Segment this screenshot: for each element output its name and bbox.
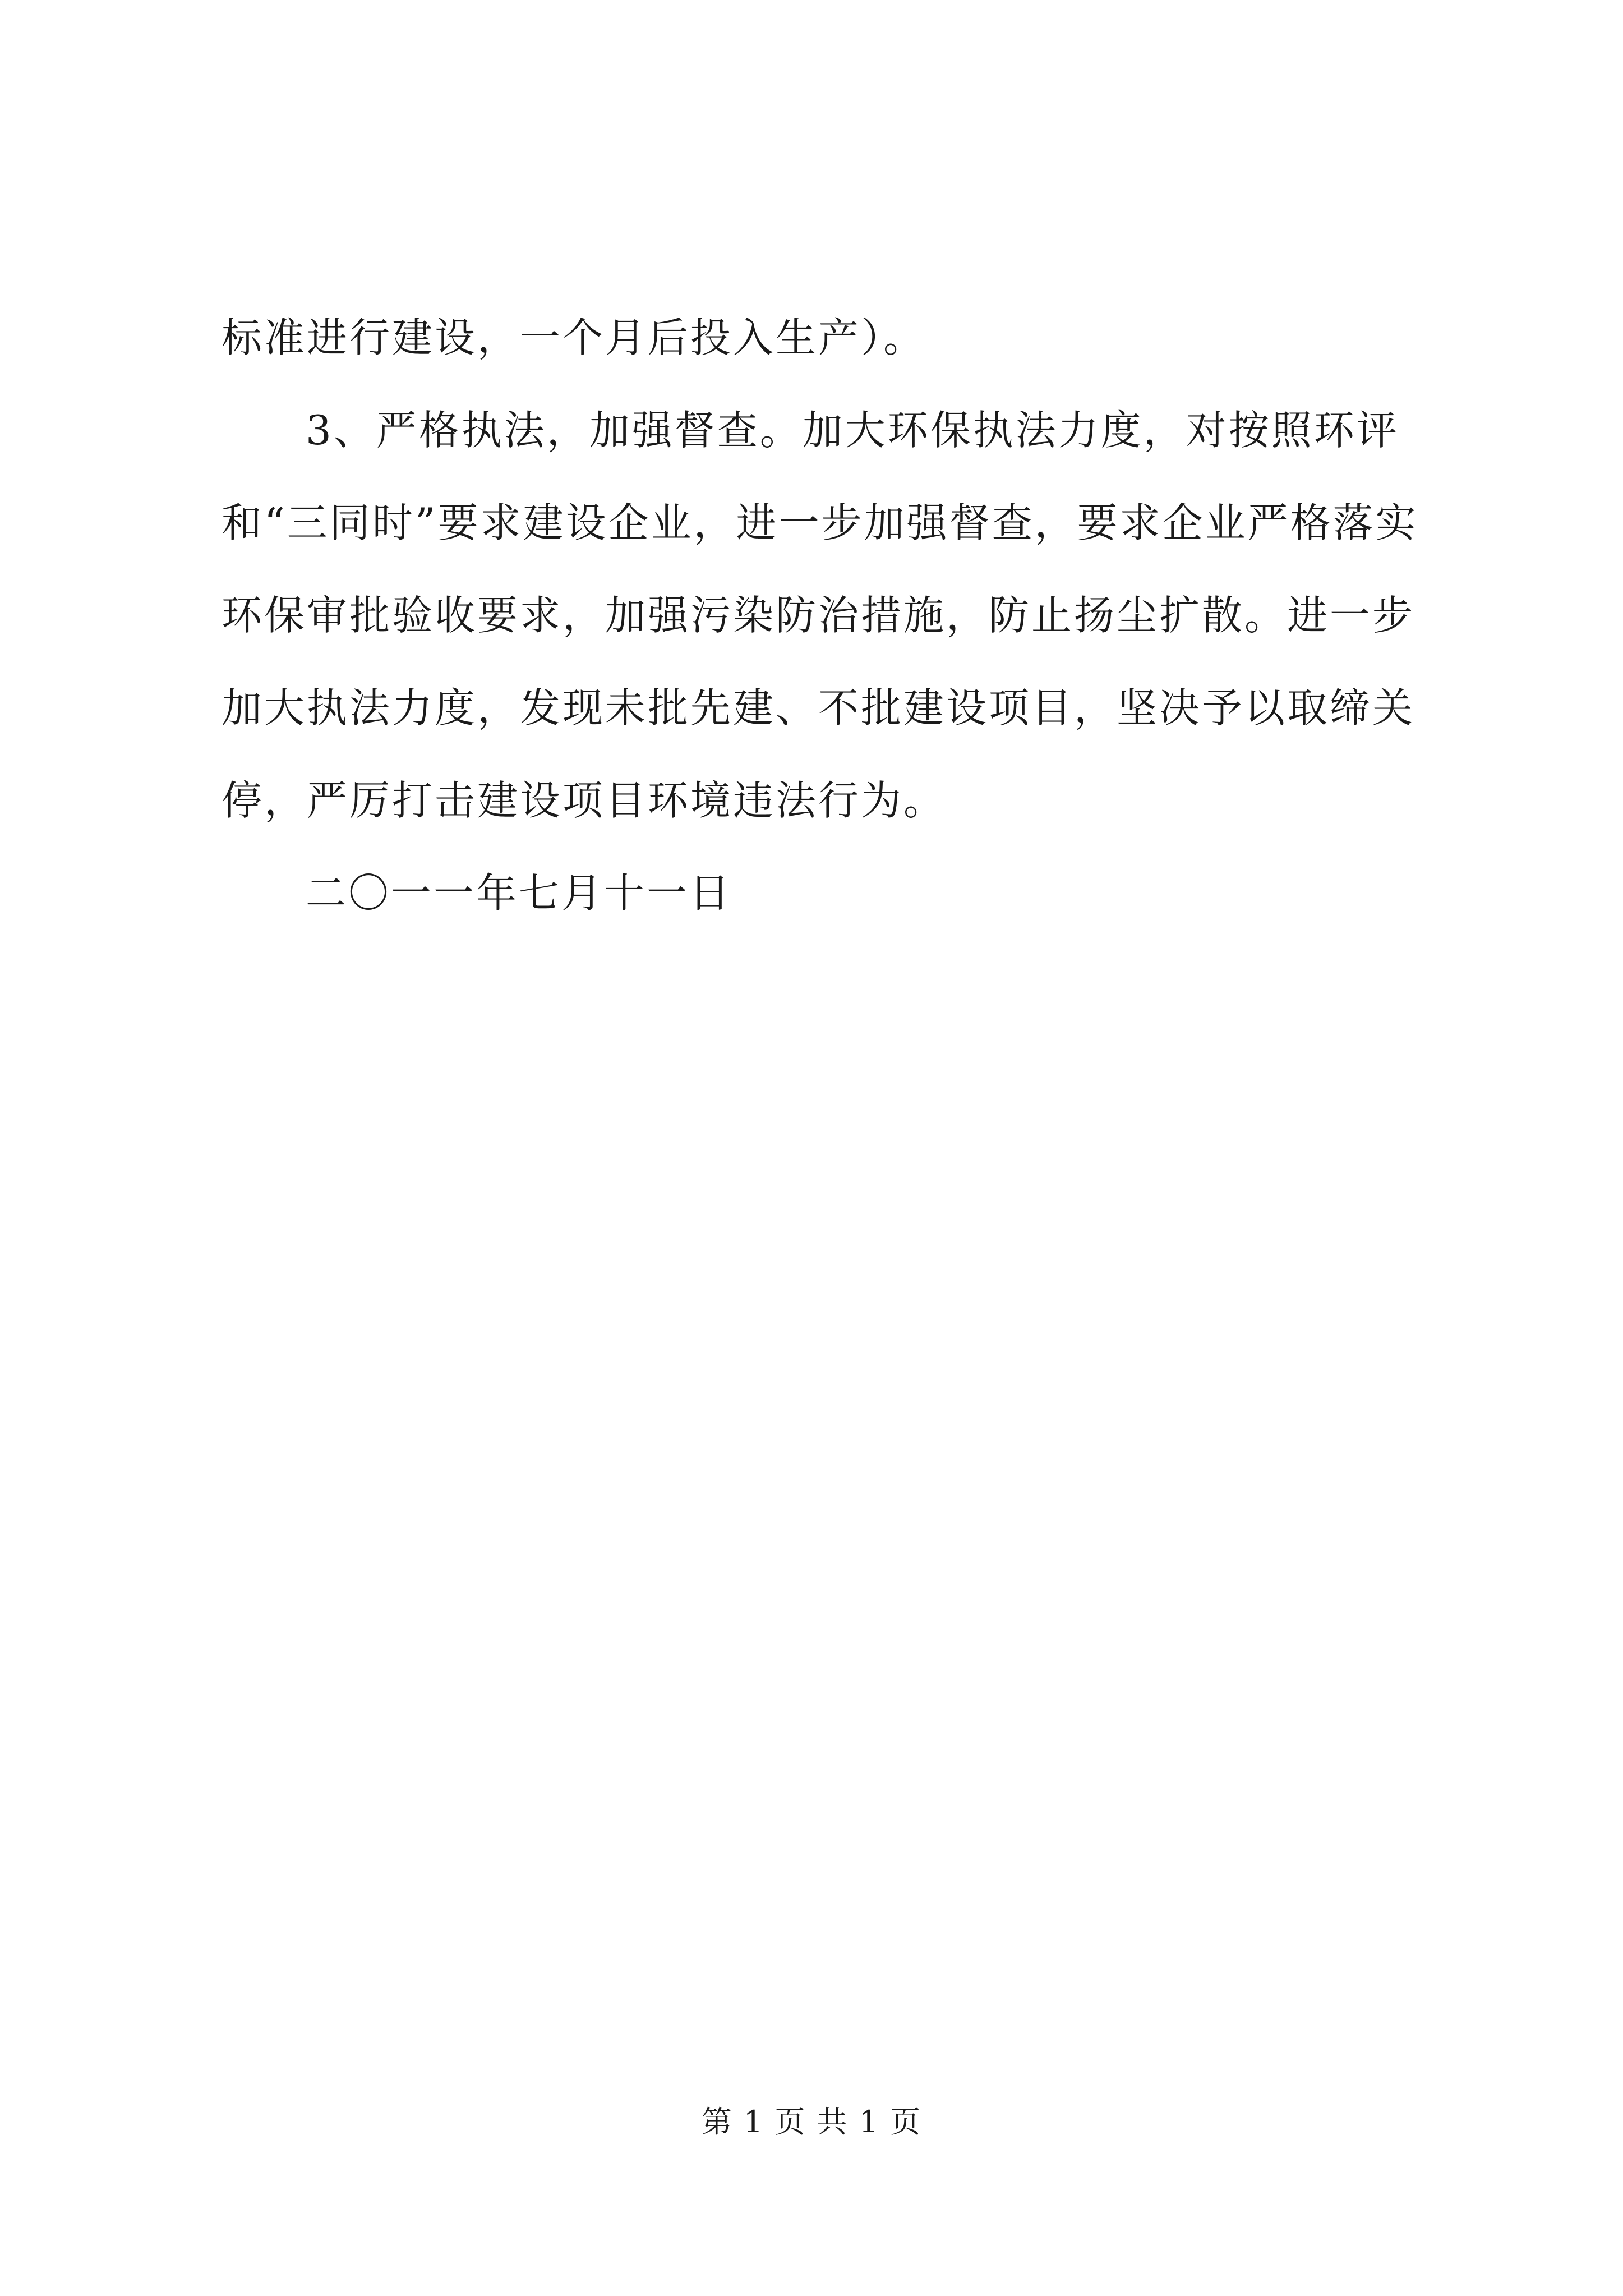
paragraph-continuation: 标准进行建设，一个月后投入生产）。 [222, 314, 926, 361]
paragraph-item-3: 3、严格执法，加强督查。加大环保执法力度，对按照环评和“三同时”要求建设企业，进一步加强督查，要求企业严格落实环保审批验收要求，加强污染防治措施，防止扬尘扩散。进一步加大执法力度，发现未批先建、不批建设项目，坚决予以取缔关停，严厉打击建设项目环境违法行为。 [222, 407, 1418, 824]
document-date: 二〇一一年七月十一日 [306, 869, 732, 917]
page-footer: 第 1 页 共 1 页 [701, 2104, 922, 2139]
document-body [222, 292, 1427, 940]
